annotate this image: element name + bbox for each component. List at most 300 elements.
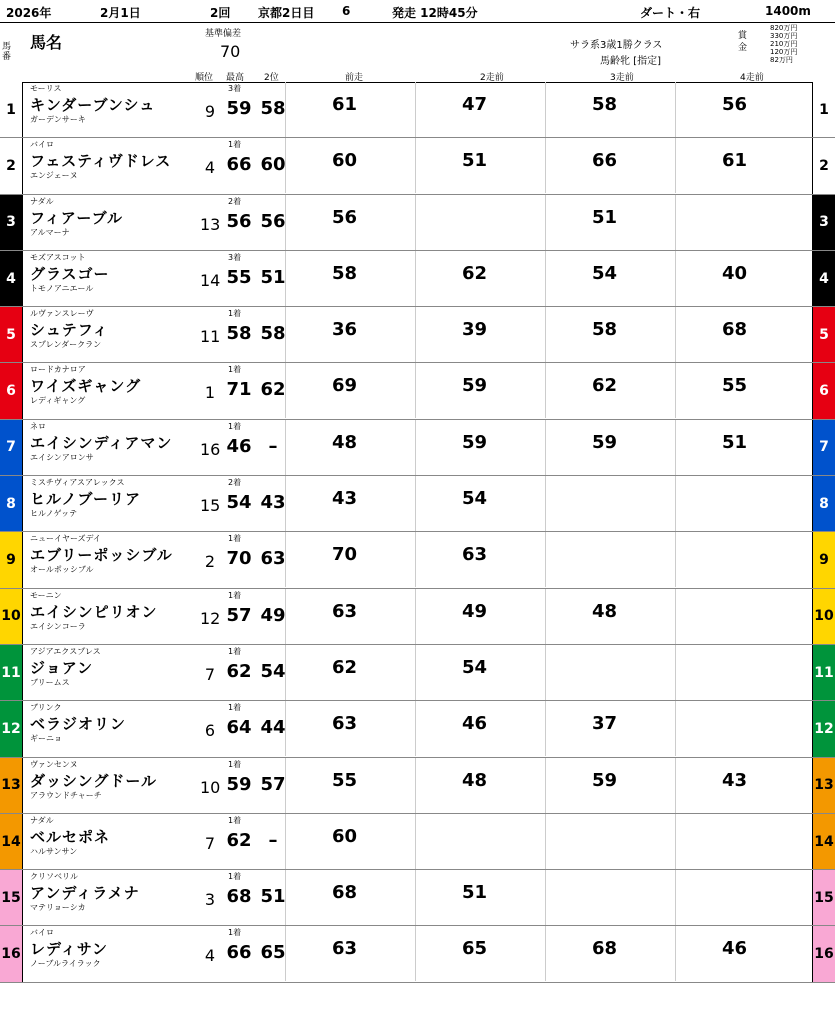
horse-number-right: 6 bbox=[812, 363, 835, 418]
race-conditions: 馬齢牝 [指定] bbox=[600, 56, 661, 67]
past-race-3 bbox=[545, 420, 674, 475]
best-score: 58 bbox=[226, 323, 252, 345]
dam-name: オールポッシブル bbox=[30, 565, 94, 575]
horse-name[interactable]: ダッシングドール bbox=[30, 771, 158, 790]
sire-name: ネロ bbox=[30, 421, 46, 431]
past-race-1 bbox=[285, 870, 414, 925]
dam-name: ヒルノゲッテ bbox=[30, 509, 78, 519]
past-race-2 bbox=[415, 926, 544, 981]
past-score: 55 bbox=[722, 375, 748, 397]
past-race-4 bbox=[675, 82, 804, 137]
sire-name: クリソベリル bbox=[30, 872, 78, 882]
past-score: 62 bbox=[462, 262, 488, 284]
horse-number-right: 12 bbox=[812, 701, 835, 756]
horse-no-header: 馬番 bbox=[2, 42, 12, 62]
second-score: 51 bbox=[260, 886, 286, 908]
past-score: 59 bbox=[592, 431, 618, 453]
horse-number-left: 14 bbox=[0, 814, 23, 869]
past-race-3 bbox=[545, 645, 674, 700]
horse-number-left: 11 bbox=[0, 645, 23, 700]
past-race-4 bbox=[675, 645, 804, 700]
past-score: 55 bbox=[332, 769, 358, 791]
horse-row[interactable] bbox=[0, 195, 835, 251]
second-score: 62 bbox=[260, 379, 286, 401]
past-score: 70 bbox=[332, 544, 358, 566]
past-score: 54 bbox=[462, 656, 488, 678]
best-score: 68 bbox=[226, 886, 252, 908]
rank: 2 bbox=[204, 552, 216, 572]
horse-number-left: 6 bbox=[0, 363, 23, 418]
prize-label: 賞金 bbox=[738, 31, 748, 53]
past-score: 36 bbox=[332, 319, 358, 341]
past-score: 68 bbox=[332, 882, 358, 904]
race-header bbox=[0, 0, 835, 23]
best-header: 最高 bbox=[226, 73, 245, 83]
rank: 6 bbox=[204, 721, 216, 741]
past-score: 63 bbox=[462, 544, 488, 566]
past-race-3 bbox=[545, 870, 674, 925]
dam-name: ブリームス bbox=[30, 677, 70, 687]
past-race-3 bbox=[545, 589, 674, 644]
horse-number-left: 5 bbox=[0, 307, 23, 362]
finish-label: 1着 bbox=[228, 703, 242, 713]
past-race-4 bbox=[675, 476, 804, 531]
past-race-1 bbox=[285, 195, 414, 250]
sire-name: モーリス bbox=[30, 84, 62, 93]
prize-2: 330万円 bbox=[770, 32, 798, 40]
past-score: 60 bbox=[332, 825, 358, 847]
best-score: 64 bbox=[226, 717, 252, 739]
sire-name: バイロ bbox=[30, 140, 54, 150]
horse-name[interactable]: ジョアン bbox=[30, 658, 94, 677]
past-race-3 bbox=[545, 701, 674, 756]
date: 2月1日 bbox=[100, 6, 141, 20]
past-score: 48 bbox=[462, 769, 488, 791]
second-header: 2位 bbox=[264, 73, 279, 83]
horse-row[interactable] bbox=[0, 476, 835, 532]
horse-row[interactable] bbox=[0, 870, 835, 926]
sire-name: モズアスコット bbox=[30, 252, 86, 262]
horse-row[interactable] bbox=[0, 307, 835, 363]
dam-name: アラウンドチャーチ bbox=[30, 790, 102, 800]
horse-name[interactable]: シュテフィ bbox=[30, 321, 109, 340]
horse-number-right: 10 bbox=[812, 589, 835, 644]
past-score: 56 bbox=[722, 94, 748, 115]
past-race-3 bbox=[545, 307, 674, 362]
finish-label: 2着 bbox=[228, 196, 242, 206]
prize-5: 82万円 bbox=[770, 56, 793, 64]
rank: 9 bbox=[204, 102, 216, 121]
dam-name: スプレンダークラン bbox=[30, 340, 102, 350]
horse-name[interactable]: エイシンディアマン bbox=[30, 433, 173, 452]
second-score: 51 bbox=[260, 266, 286, 288]
past-score: 37 bbox=[592, 713, 618, 735]
second-score: 54 bbox=[260, 660, 286, 682]
horse-row[interactable] bbox=[0, 758, 835, 814]
horse-number-left: 15 bbox=[0, 870, 23, 925]
past-score: 46 bbox=[722, 938, 748, 960]
std-value: 70 bbox=[220, 42, 241, 61]
horse-number-left: 16 bbox=[0, 926, 23, 981]
horse-name[interactable]: グラスゴー bbox=[30, 264, 110, 283]
horse-number-left: 8 bbox=[0, 476, 23, 531]
horse-name[interactable]: フィアーブル bbox=[30, 208, 124, 227]
finish-label: 1着 bbox=[228, 590, 242, 600]
prize-list bbox=[770, 24, 797, 64]
horse-number-left: 4 bbox=[0, 251, 23, 306]
prize-1: 820万円 bbox=[770, 24, 798, 32]
horse-name[interactable]: ヒルノブーリア bbox=[30, 490, 141, 509]
past-score: 65 bbox=[462, 938, 488, 960]
past-race-3 bbox=[545, 363, 674, 418]
past-race-1 bbox=[285, 363, 414, 418]
past-score: 58 bbox=[592, 319, 618, 341]
horse-row[interactable] bbox=[0, 82, 835, 138]
past-race-4 bbox=[675, 589, 804, 644]
dam-name: レディギャング bbox=[30, 396, 86, 406]
past-score: 62 bbox=[592, 375, 618, 397]
prize-3: 210万円 bbox=[770, 40, 798, 48]
horse-number-right: 8 bbox=[812, 476, 835, 531]
past-race-1 bbox=[285, 307, 414, 362]
past-race-2 bbox=[415, 420, 544, 475]
past-race-2 bbox=[415, 195, 544, 250]
past-score: 68 bbox=[592, 938, 618, 960]
horse-row[interactable] bbox=[0, 701, 835, 757]
past-race-4 bbox=[675, 138, 804, 193]
past-score: 46 bbox=[462, 713, 488, 735]
dam-name: ノーブルライラック bbox=[30, 959, 101, 969]
distance: 1400m bbox=[765, 4, 811, 18]
past-score: 61 bbox=[722, 150, 748, 172]
past-race-1 bbox=[285, 645, 414, 700]
prev3-header: 3走前 bbox=[610, 73, 634, 83]
past-race-1 bbox=[285, 589, 414, 644]
horse-number-right: 16 bbox=[812, 926, 835, 981]
horse-row[interactable] bbox=[0, 363, 835, 419]
past-race-3 bbox=[545, 758, 674, 813]
past-score: 58 bbox=[332, 262, 358, 284]
venue: 京都2日目 bbox=[258, 6, 315, 20]
rank: 3 bbox=[204, 890, 216, 910]
past-race-1 bbox=[285, 701, 414, 756]
horse-row[interactable] bbox=[0, 138, 835, 194]
past-race-2 bbox=[415, 758, 544, 813]
horse-table bbox=[0, 82, 835, 983]
horse-number-right: 11 bbox=[812, 645, 835, 700]
horse-number-left: 3 bbox=[0, 195, 23, 250]
past-race-1 bbox=[285, 82, 414, 137]
finish-label: 1着 bbox=[228, 534, 242, 544]
best-score: 56 bbox=[226, 210, 252, 232]
rank: 4 bbox=[204, 158, 216, 178]
dam-name: ギーニョ bbox=[30, 734, 62, 744]
surface: ダート・右 bbox=[640, 6, 701, 20]
best-score: 66 bbox=[226, 154, 252, 176]
rank: 1 bbox=[204, 383, 216, 403]
horse-number-right: 15 bbox=[812, 870, 835, 925]
horse-number-right: 1 bbox=[812, 82, 835, 137]
dam-name: トモノアニエール bbox=[30, 283, 94, 293]
second-score: 49 bbox=[260, 604, 286, 626]
prev1-header: 前走 bbox=[345, 73, 364, 83]
past-race-2 bbox=[415, 363, 544, 418]
horse-name-header: 馬名 bbox=[30, 33, 63, 52]
past-score: 59 bbox=[462, 375, 488, 397]
horse-number-left: 13 bbox=[0, 758, 23, 813]
std-header: 基準偏差 bbox=[205, 29, 242, 39]
prize-4: 120万円 bbox=[770, 48, 798, 56]
best-score: 66 bbox=[226, 942, 252, 964]
past-race-1 bbox=[285, 758, 414, 813]
horse-name[interactable]: ベラジオリン bbox=[30, 715, 127, 734]
past-race-1 bbox=[285, 251, 414, 306]
rank-header: 順位 bbox=[195, 73, 214, 83]
past-score: 63 bbox=[332, 713, 358, 735]
horse-number-left: 1 bbox=[0, 82, 23, 137]
past-race-3 bbox=[545, 195, 674, 250]
prev4-header: 4走前 bbox=[740, 73, 764, 83]
horse-name[interactable]: ワイズギャング bbox=[30, 377, 142, 396]
sire-name: ナダル bbox=[30, 196, 54, 206]
rank: 12 bbox=[200, 608, 221, 628]
rank: 10 bbox=[200, 777, 221, 797]
past-score: 63 bbox=[332, 938, 358, 960]
past-race-2 bbox=[415, 870, 544, 925]
horse-number-left: 2 bbox=[0, 138, 23, 193]
race-number: 6 bbox=[342, 4, 351, 18]
horse-row[interactable] bbox=[0, 251, 835, 307]
best-score: 71 bbox=[226, 379, 252, 401]
horse-name[interactable]: エイシンピリオン bbox=[30, 602, 158, 621]
past-score: 63 bbox=[332, 600, 358, 622]
post-time: 発走 12時45分 bbox=[392, 6, 478, 20]
past-score: 59 bbox=[592, 769, 618, 791]
finish-label: 1着 bbox=[228, 646, 242, 656]
second-score: 43 bbox=[260, 492, 286, 514]
best-score: 62 bbox=[226, 829, 252, 851]
past-race-1 bbox=[285, 532, 414, 587]
sire-name: ヴァンセンヌ bbox=[30, 759, 78, 769]
finish-label: 3着 bbox=[228, 252, 242, 262]
past-race-2 bbox=[415, 701, 544, 756]
finish-label: 1着 bbox=[228, 365, 242, 375]
past-race-2 bbox=[415, 138, 544, 193]
past-race-2 bbox=[415, 814, 544, 869]
past-score: 66 bbox=[592, 150, 618, 172]
second-score: – bbox=[268, 829, 278, 851]
past-race-3 bbox=[545, 476, 674, 531]
horse-name[interactable]: フェスティヴドレス bbox=[30, 152, 172, 171]
past-race-4 bbox=[675, 814, 804, 869]
past-score: 51 bbox=[592, 206, 618, 228]
column-header bbox=[0, 22, 835, 83]
sire-name: ロードカナロア bbox=[30, 365, 86, 375]
horse-number-right: 14 bbox=[812, 814, 835, 869]
best-score: 54 bbox=[226, 492, 252, 514]
sire-name: モーニン bbox=[30, 590, 62, 600]
rank: 7 bbox=[204, 664, 216, 684]
past-score: 51 bbox=[722, 431, 748, 453]
finish-label: 1着 bbox=[228, 815, 242, 825]
past-race-1 bbox=[285, 476, 414, 531]
prev2-header: 2走前 bbox=[480, 73, 504, 83]
past-score: 43 bbox=[332, 488, 358, 510]
horse-number-left: 10 bbox=[0, 589, 23, 644]
horse-name[interactable]: レディサン bbox=[30, 940, 109, 959]
second-score: 63 bbox=[260, 548, 286, 570]
sire-name: バイロ bbox=[30, 928, 54, 938]
past-race-3 bbox=[545, 251, 674, 306]
past-race-4 bbox=[675, 532, 804, 587]
best-score: 59 bbox=[226, 773, 252, 795]
past-race-4 bbox=[675, 870, 804, 925]
kai: 2回 bbox=[210, 6, 231, 20]
second-score: 58 bbox=[260, 98, 286, 119]
past-race-2 bbox=[415, 476, 544, 531]
dam-name: マテリョーシカ bbox=[30, 903, 86, 913]
finish-label: 1着 bbox=[228, 309, 242, 319]
past-race-2 bbox=[415, 307, 544, 362]
past-score: 56 bbox=[332, 206, 358, 228]
second-score: – bbox=[268, 435, 278, 457]
sire-name: アジアエクスプレス bbox=[30, 646, 101, 656]
past-score: 51 bbox=[462, 882, 488, 904]
dam-name: ガーデンサーキ bbox=[30, 115, 86, 124]
past-score: 59 bbox=[462, 431, 488, 453]
past-race-3 bbox=[545, 532, 674, 587]
horse-number-left: 12 bbox=[0, 701, 23, 756]
past-score: 40 bbox=[722, 262, 748, 284]
rank: 15 bbox=[200, 496, 221, 516]
rank: 13 bbox=[200, 214, 221, 234]
past-score: 51 bbox=[462, 150, 488, 172]
horse-number-right: 9 bbox=[812, 532, 835, 587]
past-race-2 bbox=[415, 251, 544, 306]
sire-name: ナダル bbox=[30, 815, 54, 825]
past-score: 54 bbox=[592, 262, 618, 284]
past-race-2 bbox=[415, 645, 544, 700]
horse-number-left: 9 bbox=[0, 532, 23, 587]
year: 2026年 bbox=[6, 6, 52, 20]
past-score: 48 bbox=[592, 600, 618, 622]
past-score: 69 bbox=[332, 375, 358, 397]
rank: 11 bbox=[200, 327, 221, 347]
past-score: 43 bbox=[722, 769, 748, 791]
best-score: 55 bbox=[226, 266, 252, 288]
sire-name: ニューイヤーズデイ bbox=[30, 534, 101, 544]
past-race-2 bbox=[415, 82, 544, 137]
past-race-4 bbox=[675, 701, 804, 756]
past-race-2 bbox=[415, 532, 544, 587]
past-race-1 bbox=[285, 420, 414, 475]
horse-number-right: 13 bbox=[812, 758, 835, 813]
past-race-4 bbox=[675, 926, 804, 981]
horse-number-right: 3 bbox=[812, 195, 835, 250]
past-race-2 bbox=[415, 589, 544, 644]
past-race-3 bbox=[545, 814, 674, 869]
past-score: 61 bbox=[332, 94, 358, 115]
finish-label: 1着 bbox=[228, 421, 242, 431]
horse-row[interactable] bbox=[0, 645, 835, 701]
rank: 16 bbox=[200, 439, 221, 459]
horse-number-right: 5 bbox=[812, 307, 835, 362]
past-score: 39 bbox=[462, 319, 488, 341]
finish-label: 1着 bbox=[228, 872, 242, 882]
past-score: 58 bbox=[592, 94, 618, 115]
past-race-4 bbox=[675, 363, 804, 418]
best-score: 70 bbox=[226, 548, 252, 570]
horse-name[interactable]: アンディラメナ bbox=[30, 884, 140, 903]
past-race-4 bbox=[675, 307, 804, 362]
second-score: 58 bbox=[260, 323, 286, 345]
best-score: 46 bbox=[226, 435, 252, 457]
second-score: 65 bbox=[260, 942, 286, 964]
past-race-3 bbox=[545, 82, 674, 137]
horse-name[interactable]: キンダーブンシュ bbox=[30, 96, 156, 114]
finish-label: 1着 bbox=[228, 140, 242, 150]
horse-number-left: 7 bbox=[0, 420, 23, 475]
rank: 7 bbox=[204, 833, 216, 853]
past-score: 49 bbox=[462, 600, 488, 622]
second-score: 60 bbox=[260, 154, 286, 176]
horse-row[interactable] bbox=[0, 532, 835, 588]
best-score: 59 bbox=[226, 98, 252, 119]
rank: 14 bbox=[200, 270, 221, 290]
horse-name[interactable]: エブリーポッシブル bbox=[30, 546, 173, 565]
past-score: 60 bbox=[332, 150, 358, 172]
dam-name: ハルサンサン bbox=[30, 846, 78, 856]
past-race-3 bbox=[545, 926, 674, 981]
finish-label: 3着 bbox=[228, 84, 242, 93]
horse-number-right: 4 bbox=[812, 251, 835, 306]
past-score: 62 bbox=[332, 656, 358, 678]
best-score: 62 bbox=[226, 660, 252, 682]
past-score: 48 bbox=[332, 431, 358, 453]
past-race-4 bbox=[675, 251, 804, 306]
past-race-1 bbox=[285, 814, 414, 869]
past-race-4 bbox=[675, 420, 804, 475]
past-score: 68 bbox=[722, 319, 748, 341]
horse-name[interactable]: ベルセポネ bbox=[30, 827, 111, 846]
past-race-1 bbox=[285, 926, 414, 981]
past-race-3 bbox=[545, 138, 674, 193]
horse-row[interactable] bbox=[0, 420, 835, 476]
past-race-4 bbox=[675, 758, 804, 813]
second-score: 44 bbox=[260, 717, 286, 739]
second-score: 57 bbox=[260, 773, 286, 795]
horse-row[interactable] bbox=[0, 589, 835, 645]
past-score: 47 bbox=[462, 94, 488, 115]
rank: 4 bbox=[204, 946, 216, 966]
sire-name: ルヴァンスレーヴ bbox=[30, 309, 94, 319]
horse-row[interactable] bbox=[0, 926, 835, 982]
finish-label: 2着 bbox=[228, 478, 242, 488]
horse-row[interactable] bbox=[0, 814, 835, 870]
best-score: 57 bbox=[226, 604, 252, 626]
race-class: サラ系3歳1勝クラス bbox=[570, 40, 663, 51]
sire-name: ブリンク bbox=[30, 703, 62, 713]
past-score: 54 bbox=[462, 488, 488, 510]
dam-name: エンジェーヌ bbox=[30, 171, 78, 181]
horse-number-right: 7 bbox=[812, 420, 835, 475]
finish-label: 1着 bbox=[228, 928, 242, 938]
finish-label: 1着 bbox=[228, 759, 242, 769]
dam-name: エイシンアロンサ bbox=[30, 452, 94, 462]
dam-name: エイシンコーラ bbox=[30, 621, 86, 631]
past-race-4 bbox=[675, 195, 804, 250]
past-race-1 bbox=[285, 138, 414, 193]
